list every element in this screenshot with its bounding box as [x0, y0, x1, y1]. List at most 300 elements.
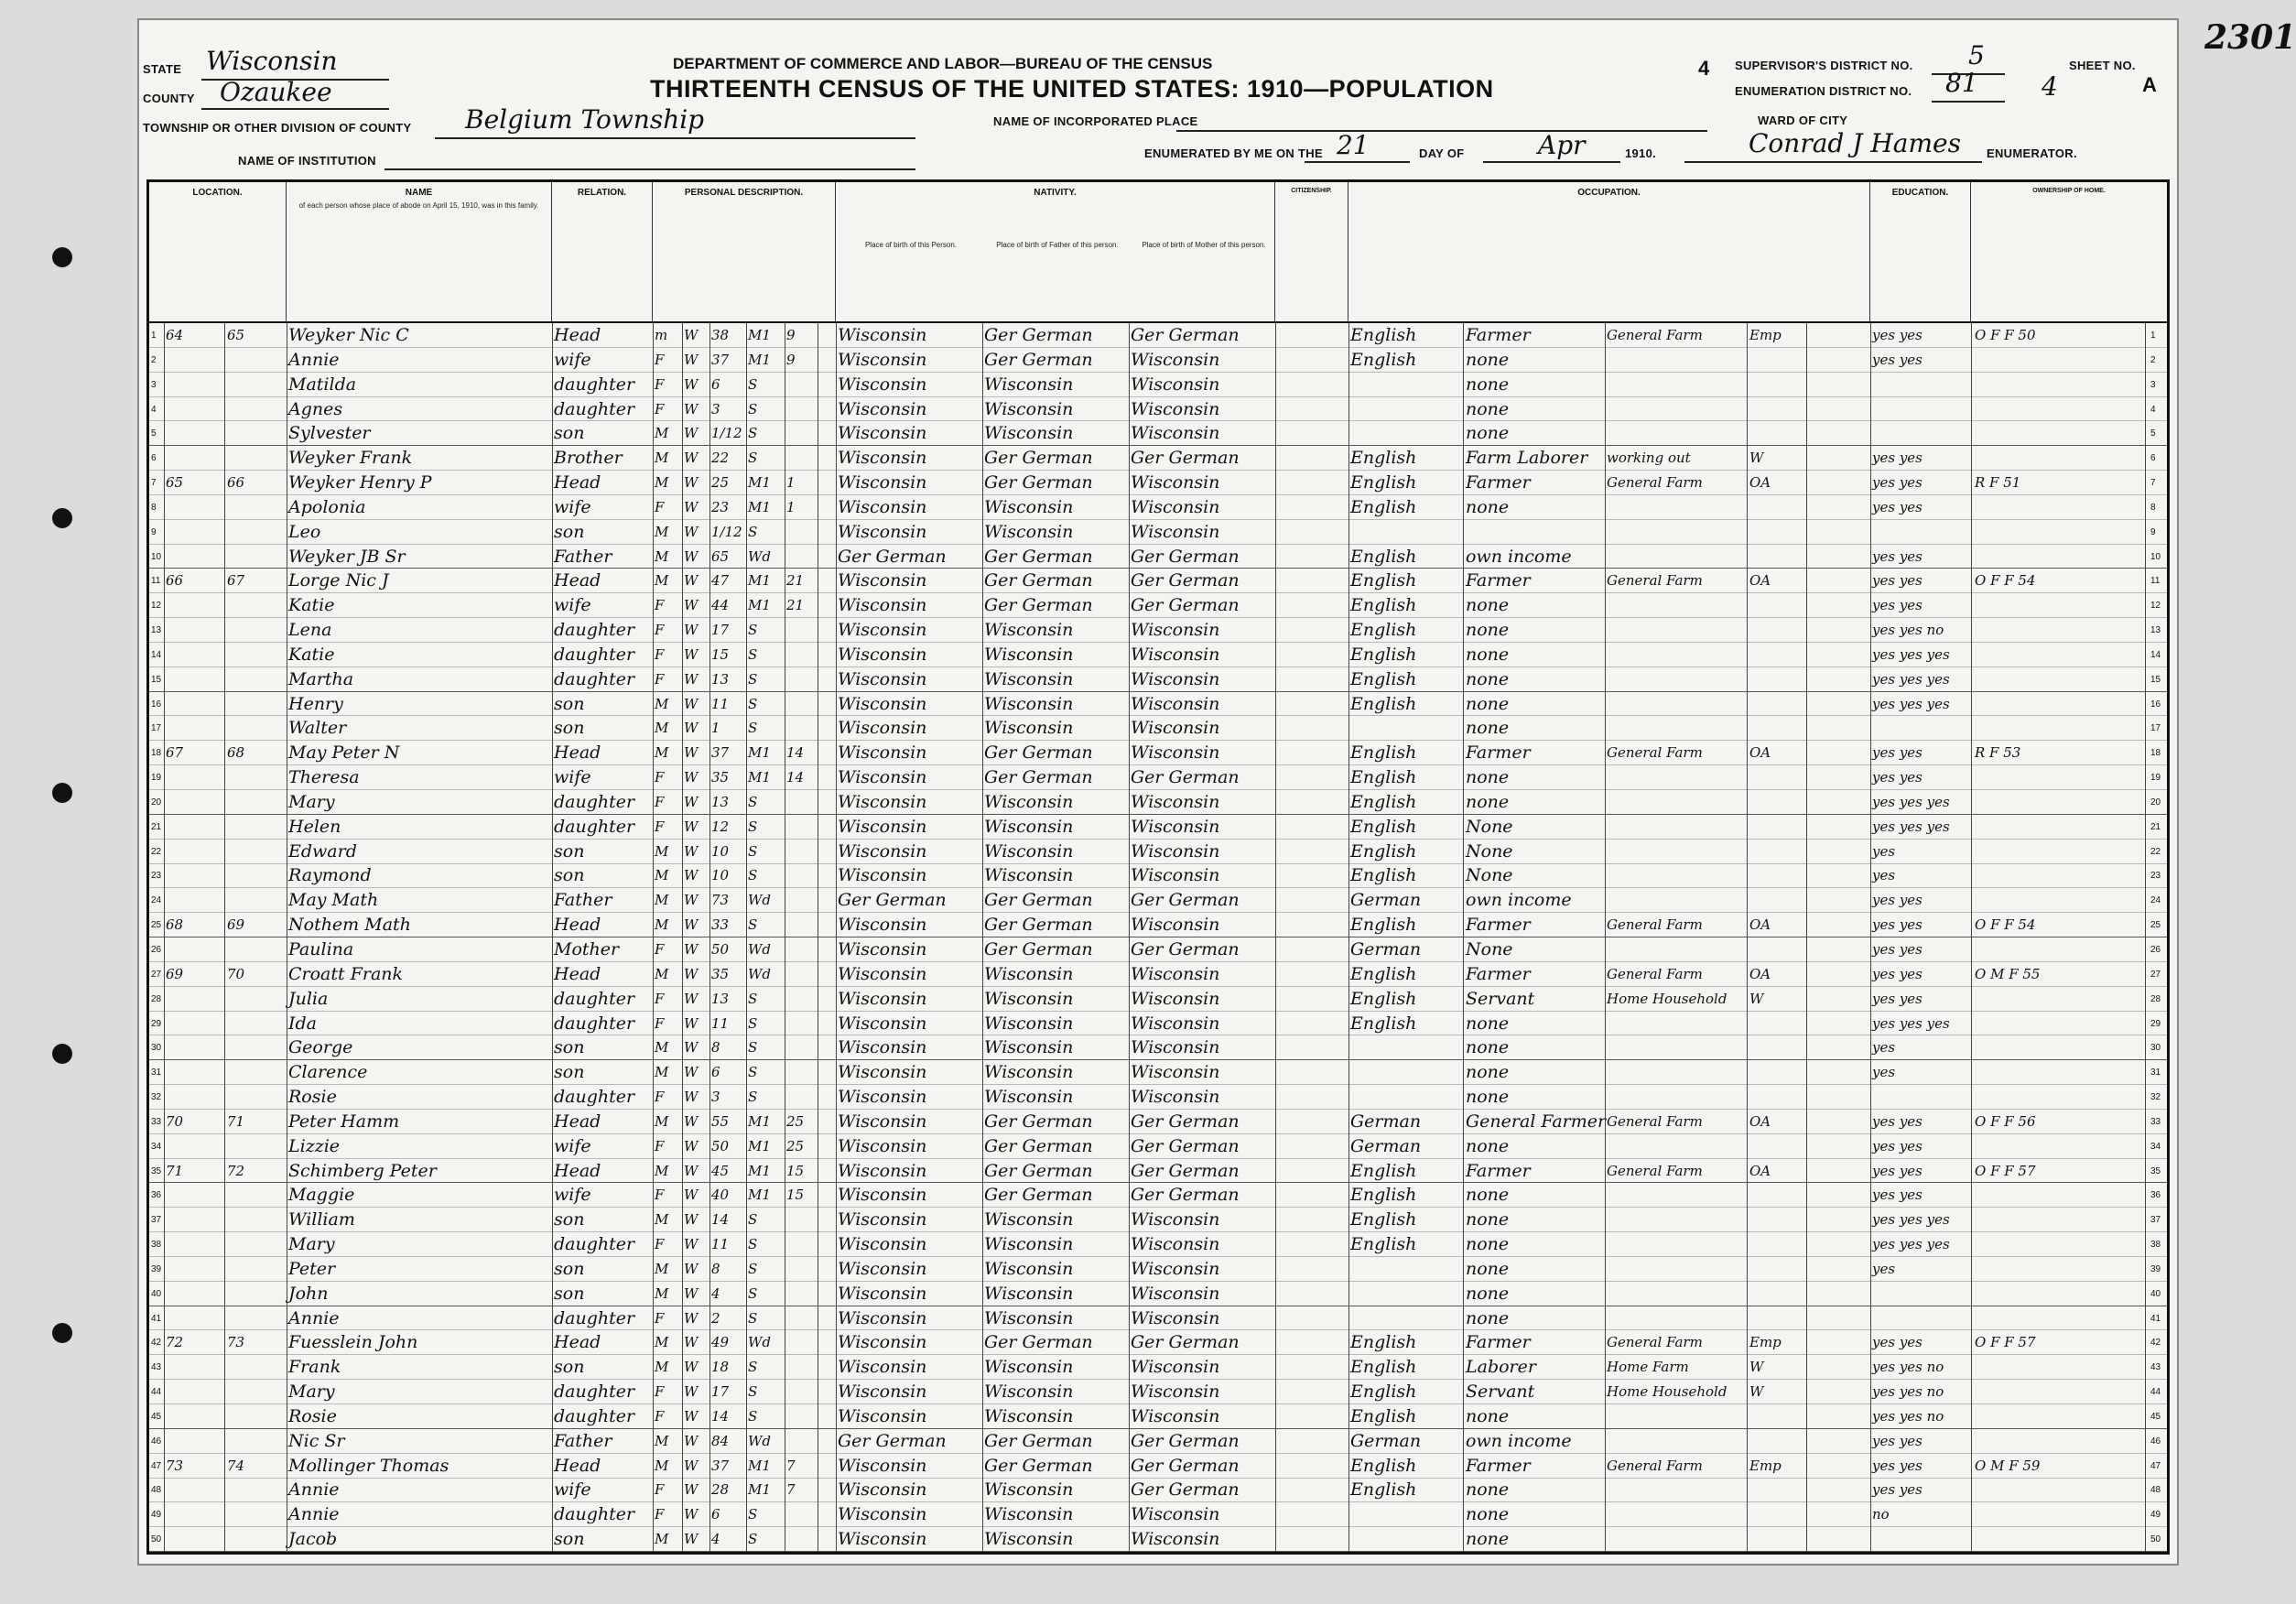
birthplace-father: Wisconsin — [984, 865, 1074, 886]
trade: none — [1466, 1087, 1510, 1108]
race: W — [684, 1359, 699, 1376]
language: English — [1350, 767, 1417, 788]
sex: M — [655, 1284, 669, 1302]
education: yes yes — [1872, 916, 1922, 934]
trade: None — [1466, 840, 1513, 862]
home-ownership: R F 53 — [1975, 744, 2021, 762]
race: W — [684, 1407, 699, 1425]
sex: M — [655, 965, 669, 982]
race: W — [684, 523, 699, 540]
birthplace-mother: Wisconsin — [1131, 374, 1220, 395]
dwelling-number — [166, 593, 202, 618]
family-number — [227, 1134, 264, 1159]
table-row — [149, 569, 2167, 593]
sex: F — [655, 793, 665, 810]
person-name: Annie — [288, 349, 340, 370]
col-citizenship-title: CITIZENSHIP. — [1291, 188, 1332, 194]
sex: F — [655, 375, 665, 393]
birthplace-mother: Ger German — [1131, 1332, 1240, 1353]
age: 1/12 — [711, 523, 742, 540]
dwelling-number — [166, 888, 202, 913]
census-sheet — [137, 18, 2296, 1566]
birthplace-person: Wisconsin — [838, 398, 927, 419]
language: English — [1350, 1013, 1417, 1034]
sex: F — [655, 597, 665, 614]
table-row — [149, 373, 2167, 397]
industry: Home Farm — [1607, 1359, 1689, 1376]
employment-class — [1749, 840, 1804, 864]
person-name: Maggie — [288, 1185, 355, 1206]
dwelling-number — [166, 1208, 202, 1232]
birthplace-father: Ger German — [984, 546, 1093, 567]
family-number — [227, 348, 264, 373]
home-ownership — [1975, 863, 2121, 888]
years-married: 7 — [786, 1457, 796, 1474]
birthplace-mother: Wisconsin — [1131, 620, 1220, 641]
sex: M — [655, 695, 669, 712]
employment-class — [1749, 1478, 1804, 1502]
employment-class — [1749, 373, 1804, 397]
table-row — [149, 716, 2167, 741]
person-name: Lizzie — [288, 1135, 341, 1156]
home-ownership — [1975, 643, 2121, 667]
birthplace-person: Ger German — [838, 546, 947, 567]
home-ownership — [1975, 1232, 2121, 1257]
person-name: May Math — [288, 890, 379, 911]
years-married — [786, 716, 818, 741]
race: W — [684, 597, 699, 614]
home-ownership — [1975, 1527, 2121, 1552]
home-ownership — [1975, 348, 2121, 373]
education: yes — [1872, 842, 1896, 860]
birthplace-mother: Wisconsin — [1131, 1307, 1220, 1328]
table-row — [149, 1355, 2167, 1380]
col-birth-mother: Place of birth of Mother of this person. — [1142, 241, 1266, 249]
line-number: 47 — [151, 1460, 162, 1471]
line-number: 34 — [151, 1141, 162, 1152]
dwelling-number — [166, 446, 202, 471]
table-row — [149, 1159, 2167, 1184]
col-education — [1870, 182, 1971, 321]
home-ownership: O F F 54 — [1975, 916, 2036, 934]
age: 65 — [711, 547, 730, 565]
person-name: Annie — [288, 1504, 340, 1525]
column-rule — [164, 323, 165, 1552]
industry: General Farm — [1607, 916, 1703, 934]
family-number: 67 — [227, 572, 245, 590]
table-row — [149, 1330, 2167, 1355]
column-rule — [982, 323, 983, 1552]
sex: F — [655, 1383, 665, 1401]
race: W — [684, 769, 699, 786]
birthplace-person: Wisconsin — [838, 644, 927, 665]
birthplace-person: Wisconsin — [838, 963, 927, 984]
line-number-right: 24 — [2150, 895, 2161, 906]
line-number-right: 29 — [2150, 1018, 2161, 1029]
family-number — [227, 1035, 264, 1060]
years-married: 9 — [786, 327, 796, 343]
sex: F — [655, 941, 665, 958]
birthplace-mother: Ger German — [1131, 325, 1240, 345]
line-number: 41 — [151, 1313, 162, 1324]
table-row — [149, 741, 2167, 765]
dwelling-number — [166, 987, 202, 1012]
person-name: Annie — [288, 1307, 340, 1328]
birthplace-person: Wisconsin — [838, 472, 927, 493]
race: W — [684, 1064, 699, 1081]
supervisor-value: 5 — [1968, 40, 1985, 70]
education: yes yes yes — [1872, 818, 1950, 835]
line-number: 10 — [151, 551, 162, 562]
table-row — [149, 1257, 2167, 1282]
years-married — [786, 1429, 818, 1454]
dwelling-number — [166, 545, 202, 569]
home-ownership — [1975, 1012, 2121, 1036]
language: English — [1350, 791, 1417, 812]
table-row — [149, 1060, 2167, 1085]
language: English — [1350, 1479, 1417, 1501]
column-rule — [746, 323, 747, 1552]
age: 50 — [711, 941, 730, 958]
marital-status: S — [748, 400, 758, 417]
family-number — [227, 863, 264, 888]
marital-status: S — [748, 670, 758, 688]
line-number: 5 — [151, 428, 157, 439]
relationship: daughter — [554, 644, 635, 665]
marital-status: S — [748, 1260, 758, 1277]
industry: General Farm — [1607, 572, 1703, 590]
birthplace-person: Wisconsin — [838, 767, 927, 788]
race: W — [684, 990, 699, 1007]
line-number-right: 14 — [2150, 649, 2161, 660]
line-number: 26 — [151, 945, 162, 955]
table-row — [149, 1035, 2167, 1060]
birthplace-person: Wisconsin — [838, 1160, 927, 1181]
column-rule — [224, 323, 225, 1552]
person-name: Julia — [288, 988, 329, 1009]
language — [1350, 1085, 1460, 1110]
education — [1872, 373, 1969, 397]
relationship: Head — [554, 1455, 601, 1476]
language — [1350, 1282, 1460, 1306]
family-number — [227, 545, 264, 569]
dwelling-number — [166, 643, 202, 667]
relationship: Head — [554, 1111, 601, 1132]
person-name: George — [288, 1037, 353, 1058]
birthplace-father: Ger German — [984, 1430, 1093, 1451]
col-location — [149, 182, 287, 321]
person-name: Weyker Henry P — [288, 472, 432, 493]
supervisor-label: SUPERVISOR'S DISTRICT NO. — [1735, 59, 1913, 72]
education: yes yes — [1872, 351, 1922, 368]
dwelling-number — [166, 765, 202, 790]
marital-status: M1 — [748, 769, 771, 786]
column-rule — [653, 323, 654, 1552]
language: English — [1350, 472, 1417, 493]
years-married: 21 — [786, 597, 805, 614]
person-name: Agnes — [288, 398, 343, 419]
employment-class — [1749, 765, 1804, 790]
column-rule — [1348, 323, 1349, 1552]
birthplace-father: Wisconsin — [984, 1283, 1074, 1304]
language — [1350, 1060, 1460, 1085]
language: English — [1350, 742, 1417, 764]
education: yes yes — [1872, 892, 1922, 909]
employment-class — [1749, 1134, 1804, 1159]
line-number: 12 — [151, 601, 162, 612]
age: 17 — [711, 622, 730, 639]
dwelling-number — [166, 667, 202, 692]
years-married — [786, 815, 818, 840]
race: W — [684, 793, 699, 810]
education: yes — [1872, 1039, 1896, 1057]
birthplace-person: Wisconsin — [838, 668, 927, 689]
relationship: daughter — [554, 398, 635, 419]
language: English — [1350, 1405, 1417, 1426]
person-name: Katie — [288, 644, 335, 665]
column-rule — [1971, 323, 1972, 1552]
birthplace-father: Ger German — [984, 1455, 1093, 1476]
employment-class — [1749, 716, 1804, 741]
industry — [1607, 1282, 1744, 1306]
family-number: 74 — [227, 1457, 245, 1474]
family-number: 72 — [227, 1162, 245, 1179]
birthplace-mother: Wisconsin — [1131, 349, 1220, 370]
line-number-right: 48 — [2150, 1485, 2161, 1496]
sex: F — [655, 769, 665, 786]
years-married — [786, 888, 818, 913]
sex: F — [655, 1089, 665, 1106]
birthplace-mother: Wisconsin — [1131, 865, 1220, 886]
years-married — [786, 1035, 818, 1060]
table-row — [149, 888, 2167, 913]
education: yes yes yes — [1872, 645, 1950, 663]
line-number: 36 — [151, 1190, 162, 1201]
binder-hole-4 — [52, 1044, 72, 1064]
line-number-right: 3 — [2150, 379, 2156, 390]
column-rule — [552, 323, 553, 1552]
marital-status: S — [748, 1064, 758, 1081]
birthplace-person: Wisconsin — [838, 1111, 927, 1132]
township-value: Belgium Township — [465, 104, 705, 135]
employment-class — [1749, 520, 1804, 545]
employment-class — [1749, 937, 1804, 962]
col-ownership — [1971, 182, 2167, 321]
home-ownership — [1975, 716, 2121, 741]
page-stamp: 2301 — [2204, 18, 2296, 57]
employment-class: W — [1749, 450, 1764, 467]
years-married — [786, 987, 818, 1012]
education: yes yes — [1872, 1187, 1922, 1204]
birthplace-person: Wisconsin — [838, 496, 927, 517]
person-name: Henry — [288, 693, 343, 714]
race: W — [684, 547, 699, 565]
line-number-right: 19 — [2150, 773, 2161, 784]
employment-class — [1749, 815, 1804, 840]
birthplace-father: Ger German — [984, 1160, 1093, 1181]
industry — [1607, 840, 1744, 864]
line-number-right: 4 — [2150, 404, 2156, 415]
table-row — [149, 446, 2167, 471]
person-name: Clarence — [288, 1062, 368, 1083]
birthplace-father: Wisconsin — [984, 668, 1074, 689]
birthplace-father: Wisconsin — [984, 693, 1074, 714]
county-value: Ozaukee — [220, 77, 332, 107]
education — [1872, 1085, 1969, 1110]
years-married — [786, 1257, 818, 1282]
race: W — [684, 867, 699, 884]
sex: M — [655, 1064, 669, 1081]
employment-class — [1749, 1527, 1804, 1552]
table-row — [149, 1502, 2167, 1527]
line-number-right: 46 — [2150, 1436, 2161, 1447]
birthplace-person: Wisconsin — [838, 1234, 927, 1255]
home-ownership — [1975, 1134, 2121, 1159]
employment-class: W — [1749, 1383, 1764, 1401]
person-name: Matilda — [288, 374, 357, 395]
sex: M — [655, 892, 669, 909]
relationship: Head — [554, 1160, 601, 1181]
industry — [1607, 421, 1744, 446]
birthplace-father: Wisconsin — [984, 1307, 1074, 1328]
line-number: 3 — [151, 379, 157, 390]
sex: M — [655, 916, 669, 934]
line-number-right: 33 — [2150, 1116, 2161, 1127]
census-table — [146, 179, 2170, 1555]
birthplace-father: Ger German — [984, 595, 1093, 616]
sex: F — [655, 818, 665, 835]
trade: own income — [1466, 546, 1572, 567]
education: yes yes — [1872, 327, 1922, 343]
birthplace-mother: Wisconsin — [1131, 915, 1220, 936]
birthplace-person: Wisconsin — [838, 693, 927, 714]
age: 13 — [711, 793, 730, 810]
employment-class — [1749, 1429, 1804, 1454]
col-personal-title: PERSONAL DESCRIPTION. — [684, 188, 804, 198]
trade: none — [1466, 1062, 1510, 1083]
language: German — [1350, 890, 1422, 911]
industry — [1607, 716, 1744, 741]
marital-status: M1 — [748, 327, 771, 343]
birthplace-mother: Ger German — [1131, 1185, 1240, 1206]
language — [1350, 1527, 1460, 1552]
incorporated-place-label: NAME OF INCORPORATED PLACE — [993, 114, 1198, 128]
trade — [1466, 520, 1603, 545]
family-number: 65 — [227, 327, 245, 343]
marital-status: S — [748, 867, 758, 884]
language: English — [1350, 963, 1417, 984]
enumerator-name: Conrad J Hames — [1749, 128, 1961, 158]
home-ownership — [1975, 495, 2121, 520]
language: English — [1350, 816, 1417, 837]
industry: General Farm — [1607, 1112, 1703, 1130]
family-number — [227, 815, 264, 840]
table-row — [149, 1085, 2167, 1110]
sex: F — [655, 1137, 665, 1154]
age: 38 — [711, 327, 730, 343]
sex: F — [655, 351, 665, 368]
age: 13 — [711, 670, 730, 688]
person-name: Jacob — [288, 1529, 338, 1550]
line-number: 11 — [151, 576, 161, 587]
home-ownership — [1975, 815, 2121, 840]
table-row — [149, 593, 2167, 618]
column-rule — [1129, 323, 1130, 1552]
person-name: Sylvester — [288, 423, 371, 444]
table-row — [149, 471, 2167, 495]
birthplace-mother: Wisconsin — [1131, 693, 1220, 714]
marital-status: S — [748, 450, 758, 467]
birthplace-mother: Ger German — [1131, 448, 1240, 469]
education: yes yes — [1872, 744, 1922, 762]
birthplace-mother: Wisconsin — [1131, 1013, 1220, 1034]
line-number: 27 — [151, 969, 162, 980]
employment-class — [1749, 348, 1804, 373]
relationship: Mother — [554, 939, 620, 959]
home-ownership — [1975, 1355, 2121, 1380]
language: English — [1350, 988, 1417, 1009]
language: English — [1350, 1234, 1417, 1255]
race: W — [684, 1162, 699, 1179]
home-ownership: R F 51 — [1975, 474, 2021, 492]
line-number-right: 30 — [2150, 1043, 2161, 1054]
marital-status: Wd — [748, 547, 772, 565]
year-text: 1910. — [1625, 146, 1657, 160]
trade: Servant — [1466, 1382, 1535, 1403]
trade: none — [1466, 1135, 1510, 1156]
enumeration-value: 81 — [1945, 68, 1978, 98]
birthplace-person: Ger German — [838, 1430, 947, 1451]
race: W — [684, 1137, 699, 1154]
marital-status: Wd — [748, 965, 772, 982]
birthplace-person: Wisconsin — [838, 1504, 927, 1525]
sex: F — [655, 622, 665, 639]
employment-class: W — [1749, 1359, 1764, 1376]
race: W — [684, 941, 699, 958]
education: yes yes — [1872, 1137, 1922, 1154]
trade: none — [1466, 620, 1510, 641]
trade: none — [1466, 767, 1510, 788]
trade: None — [1466, 816, 1513, 837]
family-number — [227, 1502, 264, 1527]
trade: none — [1466, 1529, 1510, 1550]
language: English — [1350, 570, 1417, 591]
relationship: wife — [554, 767, 591, 788]
enumerator-label: ENUMERATOR. — [1987, 146, 2077, 160]
age: 11 — [711, 1236, 730, 1253]
home-ownership — [1975, 937, 2121, 962]
family-number: 68 — [227, 744, 245, 762]
trade: Laborer — [1466, 1357, 1536, 1378]
language: English — [1350, 546, 1417, 567]
state-label: STATE — [143, 62, 182, 76]
home-ownership — [1975, 1257, 2121, 1282]
birthplace-mother: Ger German — [1131, 570, 1240, 591]
family-number: 66 — [227, 474, 245, 492]
line-number-right: 49 — [2150, 1510, 2161, 1521]
sex: F — [655, 1236, 665, 1253]
industry — [1607, 495, 1744, 520]
years-married — [786, 643, 818, 667]
home-ownership: O F F 57 — [1975, 1334, 2036, 1351]
trade: none — [1466, 496, 1510, 517]
col-citizenship — [1275, 182, 1348, 321]
trade: none — [1466, 1234, 1510, 1255]
relationship: Brother — [554, 448, 623, 469]
marital-status: S — [748, 1284, 758, 1302]
enumerated-month: Apr — [1538, 130, 1586, 160]
education: yes yes yes — [1872, 695, 1950, 712]
